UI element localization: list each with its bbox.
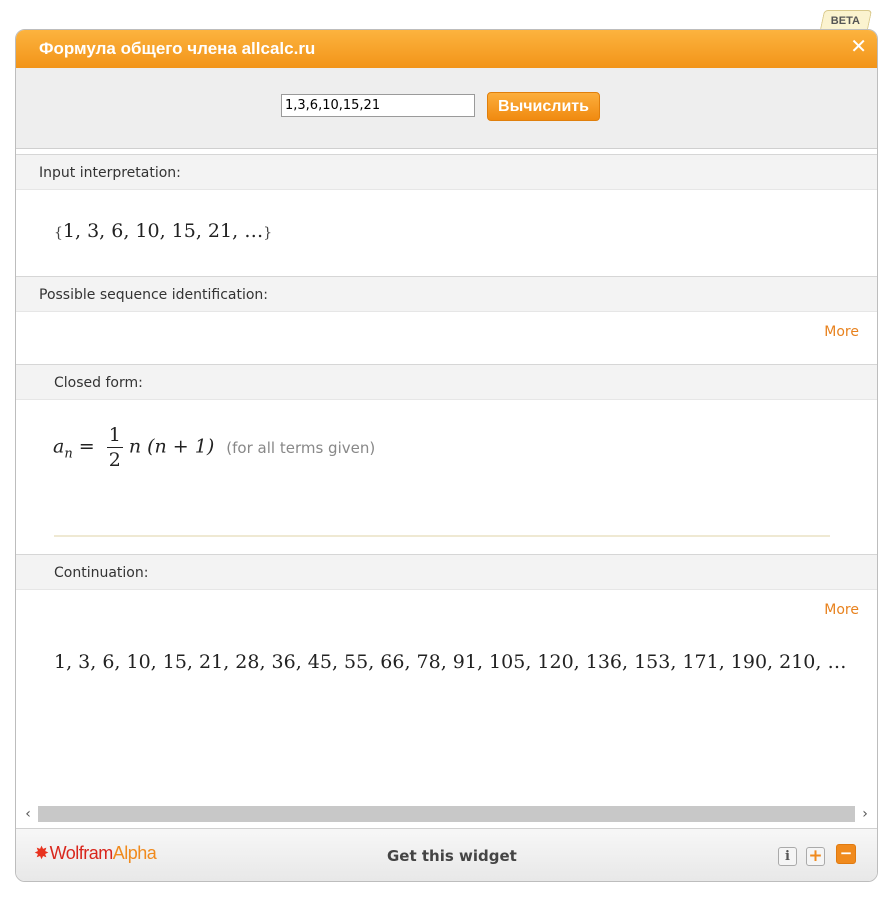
close-icon[interactable]: ✕	[850, 34, 867, 58]
scroll-right-icon[interactable]: ›	[862, 806, 868, 822]
scroll-left-icon[interactable]: ‹	[25, 806, 31, 822]
formula-denominator: 2	[108, 449, 121, 471]
formula-lhs: a	[53, 435, 65, 458]
formula-fraction	[107, 423, 123, 472]
more-link-identification[interactable]: More	[824, 324, 859, 340]
pod-title-input: Input interpretation:	[39, 165, 181, 181]
pod-header-continuation	[16, 554, 877, 590]
formula-numerator: 1	[108, 424, 121, 446]
info-icon[interactable]: i	[778, 847, 797, 866]
beta-badge	[820, 10, 872, 30]
get-widget-link[interactable]: Get this widget	[387, 847, 517, 865]
pod-header-identification	[16, 276, 877, 312]
input-interpretation-value	[54, 220, 272, 242]
wolfram-star-icon: ✸	[34, 843, 49, 863]
formula-lhs-sub: n	[64, 446, 73, 462]
compute-button[interactable]: Вычислить	[487, 92, 600, 121]
query-bar	[16, 68, 877, 149]
wolfram-widget	[15, 29, 878, 882]
formula-equals: =	[78, 435, 95, 458]
pod-header-input	[16, 154, 877, 190]
logo-wolfram-text: Wolfram	[49, 843, 113, 863]
input-sequence: 1, 3, 6, 10, 15, 21, …	[62, 220, 264, 242]
query-input[interactable]	[281, 94, 475, 117]
logo-alpha-text: Alpha	[112, 843, 157, 863]
results-area	[16, 154, 877, 804]
scrollbar-thumb[interactable]	[38, 806, 855, 822]
widget-title: Формула общего члена allcalc.ru	[39, 39, 316, 58]
close-brace: }	[263, 225, 273, 241]
pod-title-identification: Possible sequence identification:	[39, 287, 269, 303]
more-link-continuation[interactable]: More	[824, 602, 859, 618]
continuation-sequence: 1, 3, 6, 10, 15, 21, 28, 36, 45, 55, 66, 78, 91, 105, 120, 136, 153, 171, 190, 210, …	[54, 651, 847, 673]
widget-footer	[16, 828, 877, 882]
pod-header-closed-form	[16, 364, 877, 400]
formula-note: (for all terms given)	[226, 438, 376, 457]
wolframalpha-logo[interactable]	[34, 843, 156, 864]
add-icon[interactable]: +	[806, 847, 825, 866]
pod-divider	[54, 535, 830, 537]
minimize-icon[interactable]: −	[836, 844, 856, 864]
open-brace: {	[54, 225, 63, 241]
formula-rhs: n (n + 1)	[128, 435, 215, 458]
horizontal-scrollbar[interactable]	[16, 804, 877, 824]
title-bar	[16, 30, 877, 68]
pod-title-closed-form: Closed form:	[54, 375, 143, 391]
beta-label: BETA	[831, 15, 861, 27]
pod-title-continuation: Continuation:	[54, 565, 149, 581]
closed-form-formula	[53, 423, 375, 472]
